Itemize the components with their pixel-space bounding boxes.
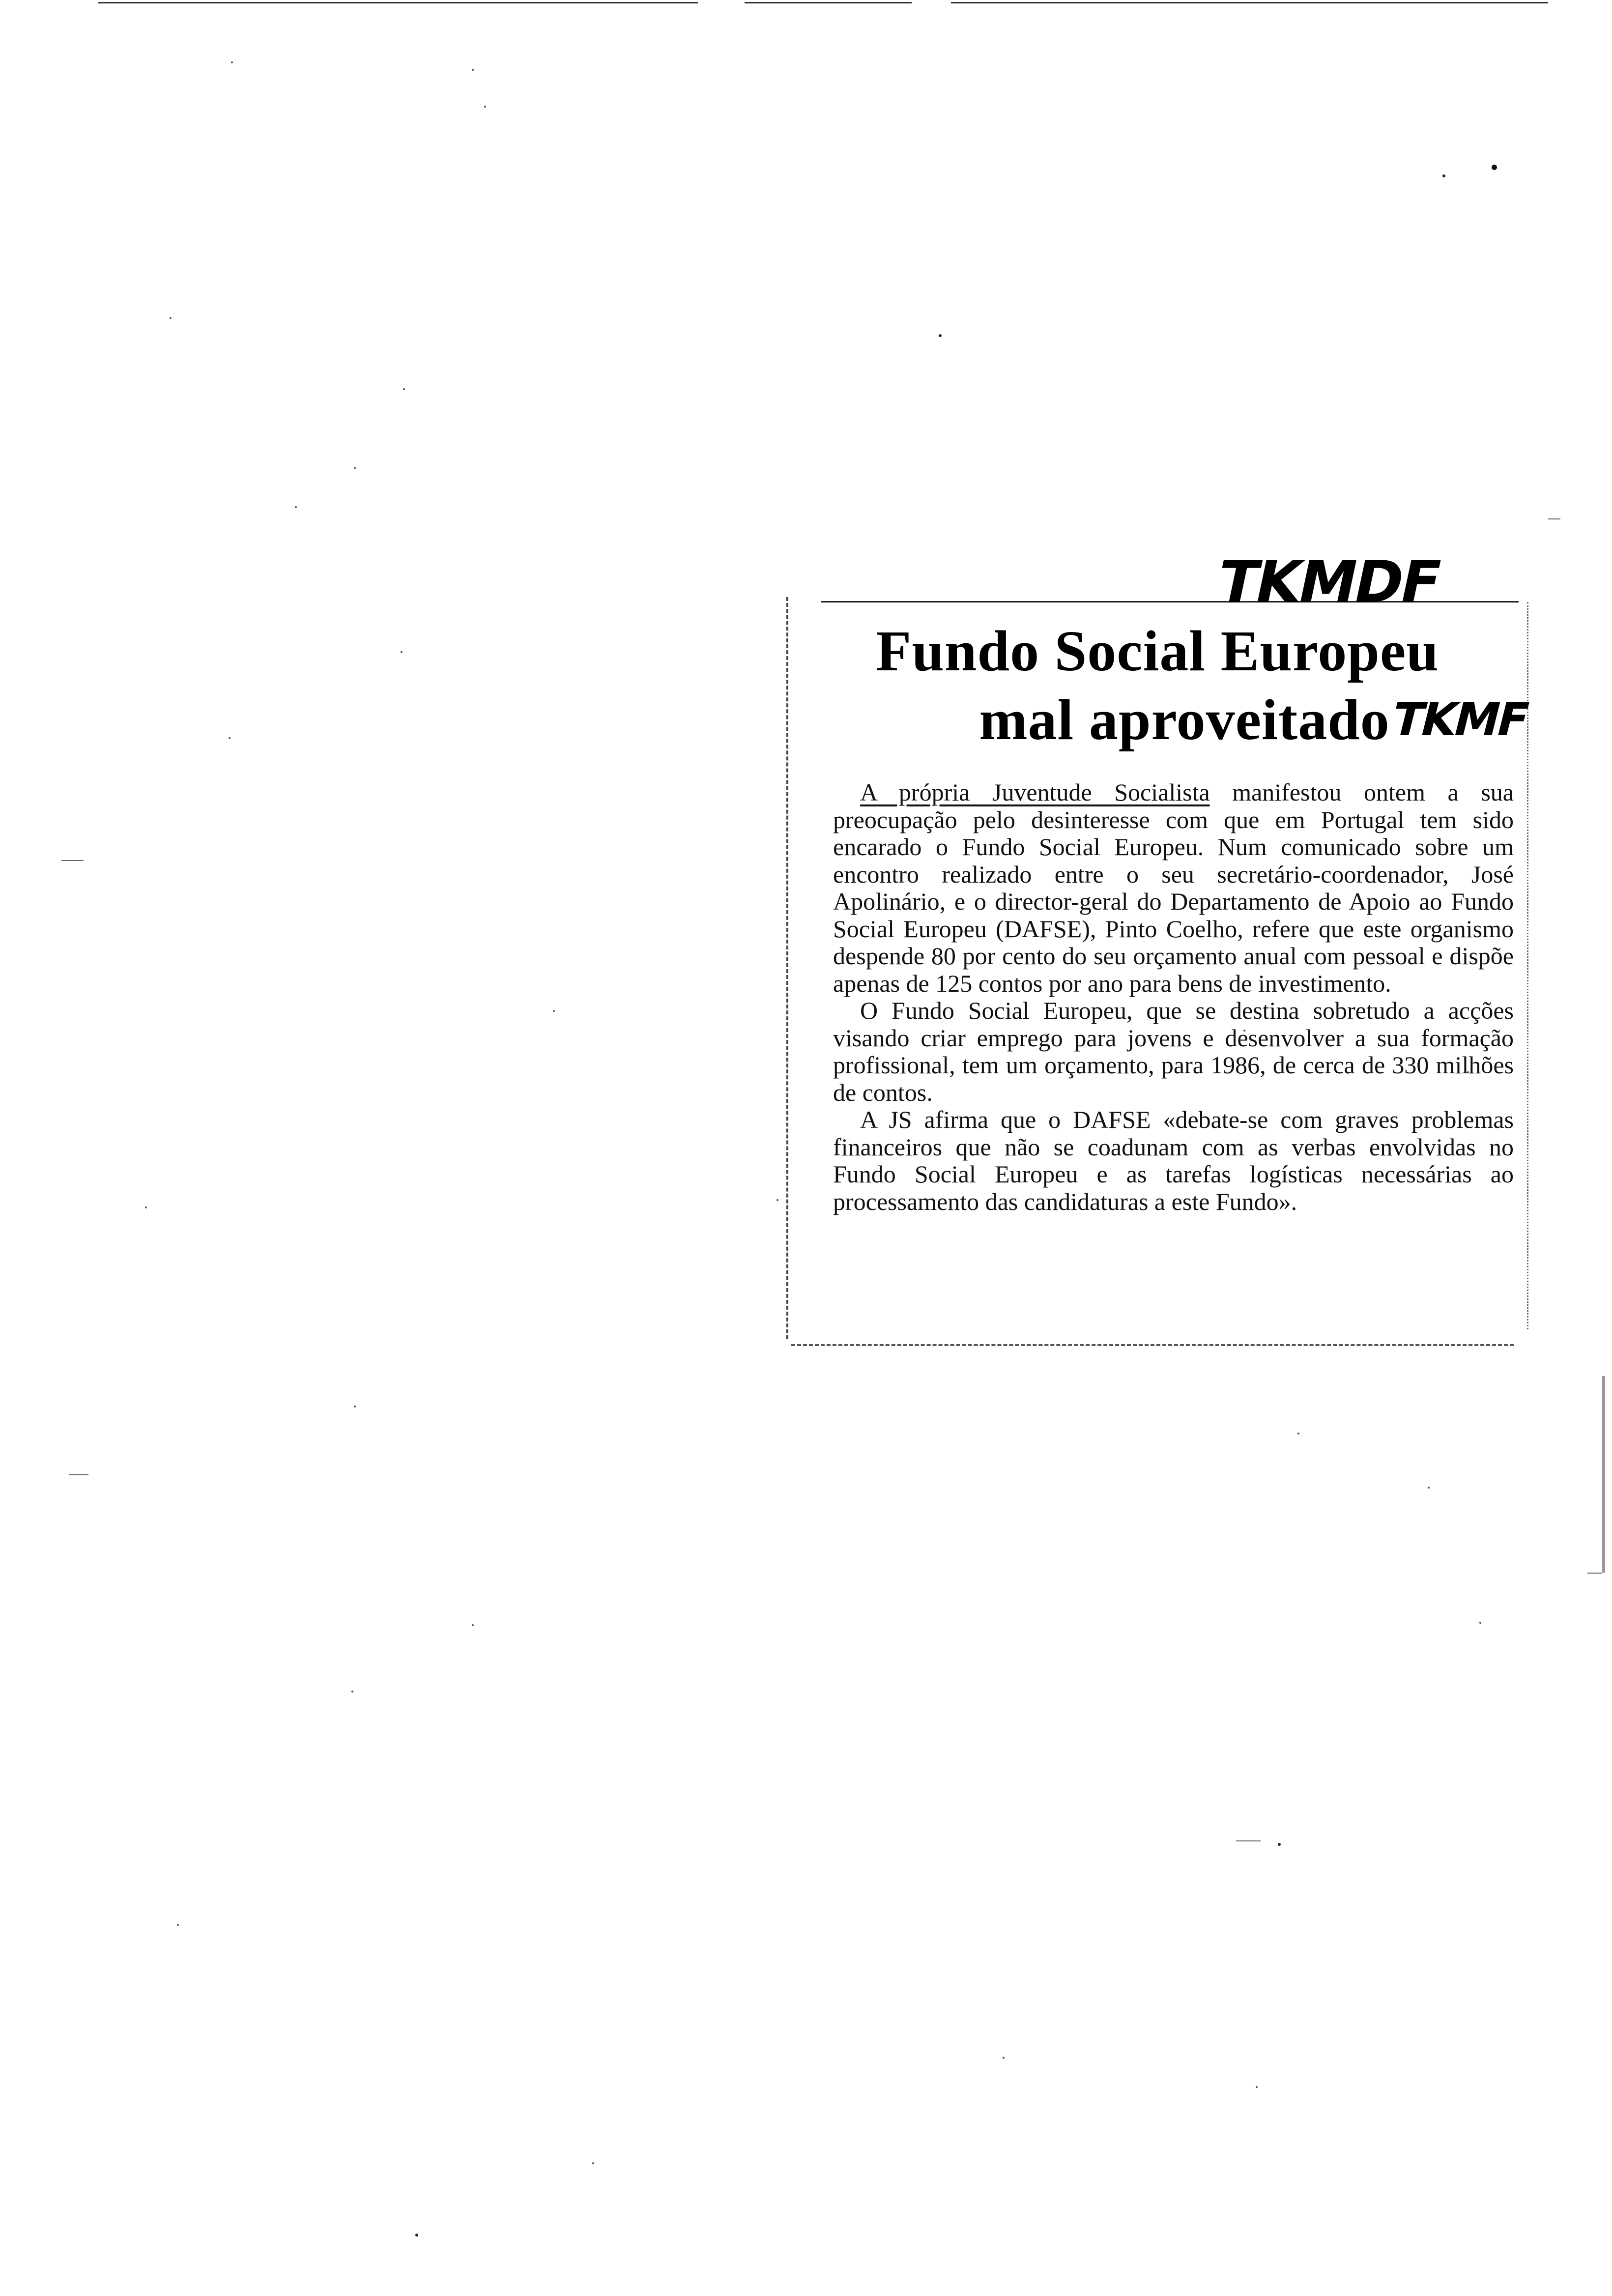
paragraph-text: manifestou ontem a sua preocupação pelo desinteresse com que em Portugal tem sido encarado o Fundo Social Europeu. Num comunicado sobre um encontro realizado entre o seu secretário-coordenador, José Apolinário, e o director-geral do Departamento de Apoio ao Fundo Social Europeu (DAFSE), Pinto Coelho, refere que este organismo despende 80 por cento do seu orçamento anual com pessoal e dispõe apenas de 125 contos por ano para bens de investimento. bbox=[833, 778, 1514, 997]
headline-line-2-wrapper bbox=[786, 686, 1533, 754]
scan-edge-line bbox=[951, 2, 1548, 3]
article-paragraph-2 bbox=[833, 997, 1514, 1106]
article-headline bbox=[786, 617, 1533, 754]
headline-line-1: Fundo Social Europeu bbox=[876, 619, 1439, 683]
underlined-lead: A própria Juventude Socialista bbox=[860, 778, 1210, 806]
clipping-bottom-rule bbox=[791, 1344, 1514, 1346]
article-paragraph-3 bbox=[833, 1106, 1514, 1215]
handwritten-annotation-top: TKMDF bbox=[1211, 548, 1446, 616]
paragraph-text: O Fundo Social Europeu, que se destina sobretudo a acções visando criar emprego para jovens e desenvolver a sua formação profissional, tem um orçamento, para 1986, de cerca de 330 milhões de contos. bbox=[833, 997, 1514, 1106]
handwritten-annotation-inline: TKMF bbox=[1386, 693, 1533, 746]
scan-edge-line bbox=[745, 2, 912, 3]
paragraph-text: A JS afirma que o DAFSE «debate-se com graves problemas financeiros que não se coadunam com as verbas envolvidas no Fundo Social Europeu e as tarefas logísticas necessárias ao processamento das candidaturas a este Fundo». bbox=[833, 1106, 1514, 1215]
newspaper-clipping bbox=[786, 548, 1533, 1361]
headline-line-2: mal aproveitado bbox=[979, 688, 1390, 752]
scan-edge-line bbox=[98, 2, 698, 3]
article-body bbox=[833, 779, 1514, 1215]
article-paragraph-1 bbox=[833, 779, 1514, 997]
